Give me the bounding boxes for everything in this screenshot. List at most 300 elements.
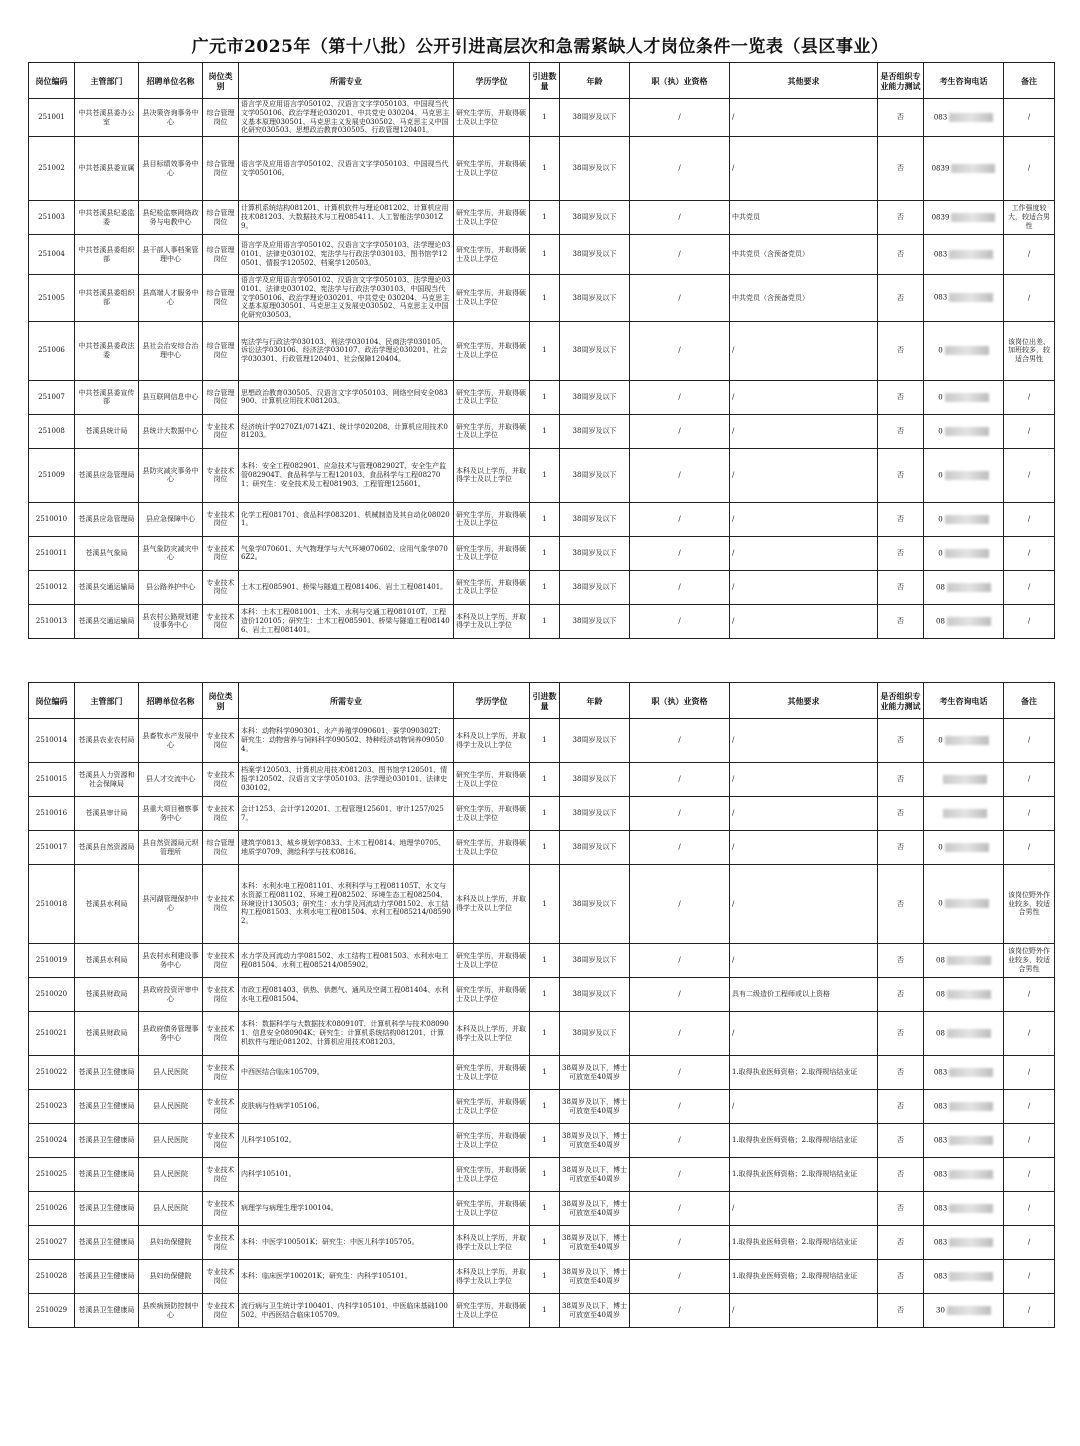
cell-post-category: 专业技术岗位: [203, 797, 239, 831]
cell-post-category: 专业技术岗位: [203, 1056, 239, 1090]
cell-post-category: 专业技术岗位: [203, 1158, 239, 1192]
cell-other-requirements: 1.取得执业医师资格；2.取得规培结业证: [730, 1124, 878, 1158]
cell-qualification: /: [630, 321, 730, 380]
cell-age-limit: 38周岁及以下，博士可放宽至40周岁: [560, 1056, 630, 1090]
cell-hiring-unit: 县人才交流中心: [139, 763, 203, 797]
cell-qualification: /: [630, 275, 730, 322]
cell-remarks: /: [1004, 502, 1055, 536]
cell-required-majors: 语言学及应用语言学050102、汉语言文字学050103、法学理论030101、法律史030102、宪法学与行政法学030103、中国现当代文学050106、政治学理论030201、中共党史 030204、马克思主义基本原理030501、马克思主义发展史030502、马克思主义中国化研究030503。: [239, 275, 454, 322]
header-post-category: 岗位类别: [203, 63, 239, 99]
cell-hiring-unit: 县人民医院: [139, 1056, 203, 1090]
cell-contact-phone: 0839: [924, 137, 1004, 201]
cell-qualification: /: [630, 865, 730, 944]
cell-quantity: 1: [530, 502, 560, 536]
cell-ability-test: 否: [878, 448, 924, 502]
cell-hiring-unit: 县社会治安综合治理中心: [139, 321, 203, 380]
cell-post-category: 综合管理岗位: [203, 380, 239, 414]
cell-position-code: 251002: [29, 137, 75, 201]
redacted-phone: [949, 1238, 993, 1247]
redacted-phone: [947, 583, 991, 592]
cell-qualification: /: [630, 99, 730, 137]
cell-ability-test: 否: [878, 1090, 924, 1124]
cell-contact-phone: 083: [924, 1124, 1004, 1158]
cell-post-category: 专业技术岗位: [203, 719, 239, 763]
cell-required-majors: 气象学070601、大气物理学与大气环境070602、应用气象学0706Z2。: [239, 536, 454, 570]
cell-post-category: 综合管理岗位: [203, 235, 239, 275]
cell-position-code: 251005: [29, 275, 75, 322]
cell-ability-test: 否: [878, 763, 924, 797]
cell-qualification: /: [630, 944, 730, 978]
cell-position-code: 251004: [29, 235, 75, 275]
cell-quantity: 1: [530, 1192, 560, 1226]
header-quantity: 引进数量: [530, 63, 560, 99]
cell-contact-phone: 08: [924, 604, 1004, 638]
cell-department: 苍溪县水利局: [75, 944, 139, 978]
cell-remarks: /: [1004, 719, 1055, 763]
cell-education: 研究生学历，并取得硕士及以上学位: [454, 235, 530, 275]
redacted-phone: [945, 899, 989, 908]
redacted-phone: [947, 617, 991, 626]
cell-contact-phone: 0: [924, 536, 1004, 570]
cell-age-limit: 38周岁及以下: [560, 536, 630, 570]
cell-ability-test: 否: [878, 321, 924, 380]
cell-ability-test: 否: [878, 99, 924, 137]
cell-education: 研究生学历，并取得硕士及以上学位: [454, 99, 530, 137]
cell-age-limit: 38周岁及以下，博士可放宽至40周岁: [560, 1090, 630, 1124]
cell-post-category: 专业技术岗位: [203, 604, 239, 638]
cell-other-requirements: 1.取得执业医师资格；2.取得规培结业证: [730, 1056, 878, 1090]
cell-ability-test: 否: [878, 1056, 924, 1090]
cell-qualification: /: [630, 414, 730, 448]
cell-quantity: 1: [530, 831, 560, 865]
cell-age-limit: 38周岁及以下，博士可放宽至40周岁: [560, 1192, 630, 1226]
table-row: [29, 201, 1055, 235]
cell-other-requirements: /: [730, 797, 878, 831]
cell-quantity: 1: [530, 137, 560, 201]
cell-post-category: 综合管理岗位: [203, 321, 239, 380]
cell-required-majors: 市政工程081403、供热、供燃气、通风及空调工程081404、水利水电工程081504。: [239, 978, 454, 1012]
header-required-majors: 所需专业: [239, 683, 454, 719]
cell-quantity: 1: [530, 763, 560, 797]
cell-qualification: /: [630, 235, 730, 275]
cell-position-code: 2510019: [29, 944, 75, 978]
cell-required-majors: 化学工程081701、食品科学083201、机械制造及其自动化080201。: [239, 502, 454, 536]
cell-quantity: 1: [530, 1158, 560, 1192]
cell-other-requirements: /: [730, 1294, 878, 1328]
cell-quantity: 1: [530, 944, 560, 978]
cell-required-majors: 流行病与卫生统计学100401、内科学105101、中医临床基础100502、中西医结合临床105709。: [239, 1294, 454, 1328]
cell-education: 本科及以上学历，并取得学士及以上学位: [454, 448, 530, 502]
cell-required-majors: 语言学及应用语言学050102、汉语言文字学050103、法学理论030101、法律史030102、宪法学与行政法学030103、图书馆学120501、情报学120502、档案学120503。: [239, 235, 454, 275]
cell-position-code: 2510014: [29, 719, 75, 763]
cell-remarks: /: [1004, 380, 1055, 414]
cell-hiring-unit: 县互联网信息中心: [139, 380, 203, 414]
cell-department: 中共苍溪县委组织部: [75, 275, 139, 322]
cell-remarks: /: [1004, 797, 1055, 831]
cell-contact-phone: 08: [924, 944, 1004, 978]
cell-education: 研究生学历，并取得硕士及以上学位: [454, 137, 530, 201]
cell-required-majors: 建筑学0813、城乡规划学0833、土木工程0814、地理学0705、地质学0709、测绘科学与技术0816。: [239, 831, 454, 865]
header-required-majors: 所需专业: [239, 63, 454, 99]
cell-education: 本科及以上学历，并取得学士及以上学位: [454, 1012, 530, 1056]
cell-remarks: /: [1004, 1260, 1055, 1294]
cell-age-limit: 38周岁及以下: [560, 978, 630, 1012]
cell-education: 研究生学历，并取得硕士及以上学位: [454, 570, 530, 604]
cell-hiring-unit: 县人民医院: [139, 1090, 203, 1124]
cell-other-requirements: 1.取得执业医师资格；2.取得规培结业证: [730, 1226, 878, 1260]
redacted-phone: [947, 1306, 991, 1315]
cell-remarks: 该岗位出差、加班较多，较适合男性: [1004, 321, 1055, 380]
cell-contact-phone: 30: [924, 1294, 1004, 1328]
cell-hiring-unit: 县人民医院: [139, 1124, 203, 1158]
cell-contact-phone: 083: [924, 235, 1004, 275]
table-row: [29, 944, 1055, 978]
cell-required-majors: 会计1253、会计学120201、工程管理125601、审计1257/0257。: [239, 797, 454, 831]
cell-age-limit: 38周岁及以下: [560, 414, 630, 448]
cell-remarks: /: [1004, 235, 1055, 275]
header-department: 主管部门: [75, 63, 139, 99]
table-row: [29, 1056, 1055, 1090]
redacted-phone: [951, 164, 995, 173]
cell-qualification: /: [630, 570, 730, 604]
cell-quantity: 1: [530, 414, 560, 448]
cell-post-category: 专业技术岗位: [203, 1012, 239, 1056]
cell-quantity: 1: [530, 380, 560, 414]
cell-other-requirements: /: [730, 99, 878, 137]
cell-required-majors: 思想政治教育030505、汉语言文字学050103、网络空间安全083900、计算机应用技术081203。: [239, 380, 454, 414]
cell-age-limit: 38周岁及以下: [560, 201, 630, 235]
cell-qualification: /: [630, 502, 730, 536]
cell-ability-test: 否: [878, 536, 924, 570]
cell-remarks: /: [1004, 1226, 1055, 1260]
cell-post-category: 综合管理岗位: [203, 275, 239, 322]
cell-age-limit: 38周岁及以下: [560, 831, 630, 865]
redacted-phone: [949, 1068, 993, 1077]
cell-department: 苍溪县应急管理局: [75, 502, 139, 536]
cell-education: 研究生学历，并取得硕士及以上学位: [454, 414, 530, 448]
cell-department: 中共苍溪县委宣属: [75, 137, 139, 201]
cell-required-majors: 病理学与病理生理学100104。: [239, 1192, 454, 1226]
cell-age-limit: 38周岁及以下: [560, 797, 630, 831]
redacted-phone: [947, 990, 991, 999]
redacted-phone: [945, 346, 989, 355]
header-post-category: 岗位类别: [203, 683, 239, 719]
cell-ability-test: 否: [878, 944, 924, 978]
cell-other-requirements: /: [730, 604, 878, 638]
cell-ability-test: 否: [878, 1226, 924, 1260]
table-row: [29, 1124, 1055, 1158]
cell-position-code: 2510016: [29, 797, 75, 831]
cell-contact-phone: 08: [924, 1012, 1004, 1056]
cell-position-code: 2510018: [29, 865, 75, 944]
cell-remarks: /: [1004, 570, 1055, 604]
cell-remarks: /: [1004, 1124, 1055, 1158]
cell-required-majors: 皮肤病与性病学105106。: [239, 1090, 454, 1124]
header-remarks: 备注: [1004, 63, 1055, 99]
cell-post-category: 综合管理岗位: [203, 201, 239, 235]
cell-remarks: /: [1004, 414, 1055, 448]
cell-age-limit: 38周岁及以下: [560, 944, 630, 978]
cell-department: 苍溪县卫生健康局: [75, 1192, 139, 1226]
cell-department: 苍溪县应急管理局: [75, 448, 139, 502]
cell-hiring-unit: 县应急保障中心: [139, 502, 203, 536]
cell-qualification: /: [630, 1226, 730, 1260]
cell-hiring-unit: 县疾病预防控制中心: [139, 1294, 203, 1328]
cell-other-requirements: 1.取得执业医师资格；2.取得规培结业证: [730, 1158, 878, 1192]
cell-hiring-unit: 县农村水利建设事务中心: [139, 944, 203, 978]
cell-qualification: /: [630, 1090, 730, 1124]
cell-department: 苍溪县交通运输局: [75, 604, 139, 638]
cell-post-category: 专业技术岗位: [203, 448, 239, 502]
cell-department: 苍溪县交通运输局: [75, 570, 139, 604]
cell-contact-phone: 0: [924, 321, 1004, 380]
cell-other-requirements: 中共党员: [730, 201, 878, 235]
cell-qualification: /: [630, 536, 730, 570]
table-row: [29, 865, 1055, 944]
header-position-code: 岗位编码: [29, 63, 75, 99]
cell-age-limit: 38周岁及以下，博士可放宽至40周岁: [560, 1124, 630, 1158]
cell-other-requirements: /: [730, 321, 878, 380]
cell-education: 研究生学历，并取得硕士及以上学位: [454, 380, 530, 414]
cell-remarks: /: [1004, 448, 1055, 502]
cell-ability-test: 否: [878, 604, 924, 638]
cell-position-code: 2510011: [29, 536, 75, 570]
cell-hiring-unit: 县高端人才服务中心: [139, 275, 203, 322]
cell-age-limit: 38周岁及以下，博士可放宽至40周岁: [560, 1158, 630, 1192]
cell-qualification: /: [630, 1294, 730, 1328]
cell-remarks: /: [1004, 1012, 1055, 1056]
cell-department: 苍溪县审计局: [75, 797, 139, 831]
cell-hiring-unit: 县畜牧水产发展中心: [139, 719, 203, 763]
cell-department: 苍溪县卫生健康局: [75, 1090, 139, 1124]
cell-ability-test: 否: [878, 137, 924, 201]
cell-education: 本科及以上学历，并取得学士及以上学位: [454, 865, 530, 944]
cell-position-code: 2510010: [29, 502, 75, 536]
cell-remarks: /: [1004, 1056, 1055, 1090]
cell-ability-test: 否: [878, 978, 924, 1012]
cell-hiring-unit: 县妇幼保健院: [139, 1260, 203, 1294]
cell-age-limit: 38周岁及以下，博士可放宽至40周岁: [560, 1260, 630, 1294]
header-qualification: 职（执）业资格: [630, 683, 730, 719]
table-row: [29, 1192, 1055, 1226]
cell-remarks: /: [1004, 99, 1055, 137]
cell-quantity: 1: [530, 448, 560, 502]
cell-department: 中共苍溪县委政法委: [75, 321, 139, 380]
cell-age-limit: 38周岁及以下: [560, 99, 630, 137]
cell-education: 研究生学历，并取得硕士及以上学位: [454, 1056, 530, 1090]
cell-contact-phone: 083: [924, 1056, 1004, 1090]
cell-required-majors: 本科：中医学100501K；研究生：中医儿科学105705。: [239, 1226, 454, 1260]
header-age-limit: 年龄: [560, 63, 630, 99]
cell-remarks: /: [1004, 275, 1055, 322]
cell-education: 研究生学历，并取得硕士及以上学位: [454, 1124, 530, 1158]
cell-qualification: /: [630, 1056, 730, 1090]
cell-contact-phone: 083: [924, 1090, 1004, 1124]
cell-hiring-unit: 县人民医院: [139, 1158, 203, 1192]
redacted-phone: [945, 843, 989, 852]
cell-quantity: 1: [530, 275, 560, 322]
cell-department: 中共苍溪县纪委监委: [75, 201, 139, 235]
cell-quantity: 1: [530, 321, 560, 380]
cell-department: 苍溪县卫生健康局: [75, 1056, 139, 1090]
cell-contact-phone: [924, 797, 1004, 831]
cell-position-code: 251009: [29, 448, 75, 502]
cell-quantity: 1: [530, 570, 560, 604]
cell-required-majors: 宪法学与行政法学030103、刑法学030104、民商法学030105、诉讼法学030106、经济法学030107、政治学理论030201、社会学030301、行政管理120401、社会保障120404。: [239, 321, 454, 380]
cell-post-category: 综合管理岗位: [203, 137, 239, 201]
cell-age-limit: 38周岁及以下: [560, 604, 630, 638]
cell-qualification: /: [630, 1158, 730, 1192]
cell-required-majors: 本科：安全工程082901、应急技术与管理082902T、安全生产监管082904T、食品科学与工程120103、食品科学与工程082701；研究生：安全技术及工程081903、工程管理125601。: [239, 448, 454, 502]
cell-age-limit: 38周岁及以下: [560, 235, 630, 275]
cell-hiring-unit: 县防灾减灾事务中心: [139, 448, 203, 502]
cell-contact-phone: 083: [924, 1260, 1004, 1294]
cell-contact-phone: 0: [924, 448, 1004, 502]
cell-education: 本科及以上学历，并取得学士及以上学位: [454, 1260, 530, 1294]
redacted-phone: [945, 736, 989, 745]
cell-position-code: 2510026: [29, 1192, 75, 1226]
redacted-phone: [945, 393, 989, 402]
cell-position-code: 2510021: [29, 1012, 75, 1056]
table-row: [29, 570, 1055, 604]
cell-education: 本科及以上学历，并取得学士及以上学位: [454, 604, 530, 638]
cell-department: 苍溪县财政局: [75, 978, 139, 1012]
cell-required-majors: 档案学120503、计算机应用技术081203、图书馆学120501、情报学120502、汉语言文字学050103、法学理论030101、法律史030102。: [239, 763, 454, 797]
cell-contact-phone: 0: [924, 865, 1004, 944]
cell-education: 研究生学历，并取得硕士及以上学位: [454, 1158, 530, 1192]
cell-education: 研究生学历，并取得硕士及以上学位: [454, 1090, 530, 1124]
cell-age-limit: 38周岁及以下: [560, 321, 630, 380]
cell-remarks: /: [1004, 978, 1055, 1012]
cell-hiring-unit: 县气象防灾减灾中心: [139, 536, 203, 570]
cell-post-category: 综合管理岗位: [203, 831, 239, 865]
cell-remarks: /: [1004, 604, 1055, 638]
cell-qualification: /: [630, 1124, 730, 1158]
cell-post-category: 专业技术岗位: [203, 1226, 239, 1260]
cell-required-majors: 语言学及应用语言学050102、汉语言文字学050103、中国现当代文学050106。: [239, 137, 454, 201]
cell-education: 研究生学历，并取得硕士及以上学位: [454, 201, 530, 235]
cell-remarks: /: [1004, 1090, 1055, 1124]
cell-age-limit: 38周岁及以下: [560, 380, 630, 414]
cell-contact-phone: 0: [924, 380, 1004, 414]
cell-department: 苍溪县卫生健康局: [75, 1124, 139, 1158]
cell-position-code: 2510028: [29, 1260, 75, 1294]
cell-department: 苍溪县财政局: [75, 1012, 139, 1056]
cell-position-code: 2510017: [29, 831, 75, 865]
cell-department: 苍溪县农业农村局: [75, 719, 139, 763]
cell-qualification: /: [630, 604, 730, 638]
cell-remarks: 该岗位野外作业较多，较适合男性: [1004, 944, 1055, 978]
table-body: [29, 99, 1055, 639]
cell-quantity: 1: [530, 1056, 560, 1090]
cell-age-limit: 38周岁及以下: [560, 137, 630, 201]
cell-education: 研究生学历，并取得硕士及以上学位: [454, 831, 530, 865]
cell-post-category: 专业技术岗位: [203, 570, 239, 604]
positions-table-1: [28, 62, 1055, 639]
table-header-row: [29, 683, 1055, 719]
cell-department: 苍溪县气象局: [75, 536, 139, 570]
cell-required-majors: 水力学及河流动力学081502、水工结构工程081503、水利水电工程081504、水利工程085214/085902。: [239, 944, 454, 978]
cell-quantity: 1: [530, 1260, 560, 1294]
header-qualification: 职（执）业资格: [630, 63, 730, 99]
cell-hiring-unit: 县目标绩效事务中心: [139, 137, 203, 201]
cell-contact-phone: 083: [924, 99, 1004, 137]
cell-quantity: 1: [530, 1226, 560, 1260]
cell-ability-test: 否: [878, 1260, 924, 1294]
cell-other-requirements: 具有二级造价工程师或以上资格: [730, 978, 878, 1012]
cell-remarks: /: [1004, 1192, 1055, 1226]
cell-other-requirements: /: [730, 1012, 878, 1056]
cell-post-category: 专业技术岗位: [203, 1294, 239, 1328]
cell-position-code: 2510023: [29, 1090, 75, 1124]
cell-required-majors: 本科：水利水电工程081101、水利科学与工程081105T、水文与水资源工程081102、环境工程082502、环境生态工程082504、环境设计130503；研究生：水力学及河流动力学081502、水工结构工程081503、水利水电工程081504、水利工程085214/085902。: [239, 865, 454, 944]
redacted-phone: [949, 113, 993, 122]
cell-education: 研究生学历，并取得硕士及以上学位: [454, 502, 530, 536]
cell-contact-phone: [924, 763, 1004, 797]
cell-other-requirements: /: [730, 831, 878, 865]
cell-quantity: 1: [530, 797, 560, 831]
cell-qualification: /: [630, 797, 730, 831]
cell-position-code: 251003: [29, 201, 75, 235]
table-row: [29, 719, 1055, 763]
cell-other-requirements: /: [730, 1192, 878, 1226]
redacted-phone: [945, 515, 989, 524]
cell-age-limit: 38周岁及以下: [560, 570, 630, 604]
cell-age-limit: 38周岁及以下: [560, 763, 630, 797]
cell-remarks: /: [1004, 536, 1055, 570]
cell-other-requirements: /: [730, 570, 878, 604]
cell-required-majors: 计算机系统结构081201、计算机软件与理论081202、计算机应用技术081203、大数据技术与工程085411、人工智能法学0301Z9。: [239, 201, 454, 235]
cell-position-code: 251006: [29, 321, 75, 380]
table-row: [29, 536, 1055, 570]
cell-hiring-unit: 县公路养护中心: [139, 570, 203, 604]
cell-other-requirements: /: [730, 763, 878, 797]
cell-position-code: 2510029: [29, 1294, 75, 1328]
cell-qualification: /: [630, 1260, 730, 1294]
cell-department: 苍溪县自然资源局: [75, 831, 139, 865]
table-row: [29, 448, 1055, 502]
cell-remarks: /: [1004, 763, 1055, 797]
cell-contact-phone: 083: [924, 1192, 1004, 1226]
cell-post-category: 专业技术岗位: [203, 865, 239, 944]
table-row: [29, 1260, 1055, 1294]
cell-contact-phone: 08: [924, 570, 1004, 604]
cell-other-requirements: /: [730, 414, 878, 448]
cell-position-code: 2510015: [29, 763, 75, 797]
cell-department: 苍溪县人力资源和社会保障局: [75, 763, 139, 797]
header-ability-test: 是否组织专业能力测试: [878, 683, 924, 719]
cell-other-requirements: /: [730, 1090, 878, 1124]
cell-position-code: 2510027: [29, 1226, 75, 1260]
redacted-phone: [949, 250, 993, 259]
table-row: [29, 831, 1055, 865]
cell-qualification: /: [630, 137, 730, 201]
redacted-phone: [949, 293, 993, 302]
cell-contact-phone: 0: [924, 719, 1004, 763]
table-row: [29, 1090, 1055, 1124]
cell-other-requirements: 中共党员（含预备党员）: [730, 275, 878, 322]
cell-required-majors: 本科：数据科学与大数据技术080910T、计算机科学与技术080901、信息安全080904K；研究生：计算机系统结构081201、计算机软件与理论081202、计算机应用技术081203。: [239, 1012, 454, 1056]
cell-ability-test: 否: [878, 797, 924, 831]
redacted-phone: [947, 1029, 991, 1038]
cell-contact-phone: 083: [924, 1158, 1004, 1192]
cell-other-requirements: 1.取得执业医师资格；2.取得规培结业证: [730, 1260, 878, 1294]
table-body: [29, 719, 1055, 1328]
cell-hiring-unit: 县人民医院: [139, 1192, 203, 1226]
header-education: 学历学位: [454, 63, 530, 99]
cell-other-requirements: /: [730, 944, 878, 978]
redacted-phone: [943, 775, 987, 784]
